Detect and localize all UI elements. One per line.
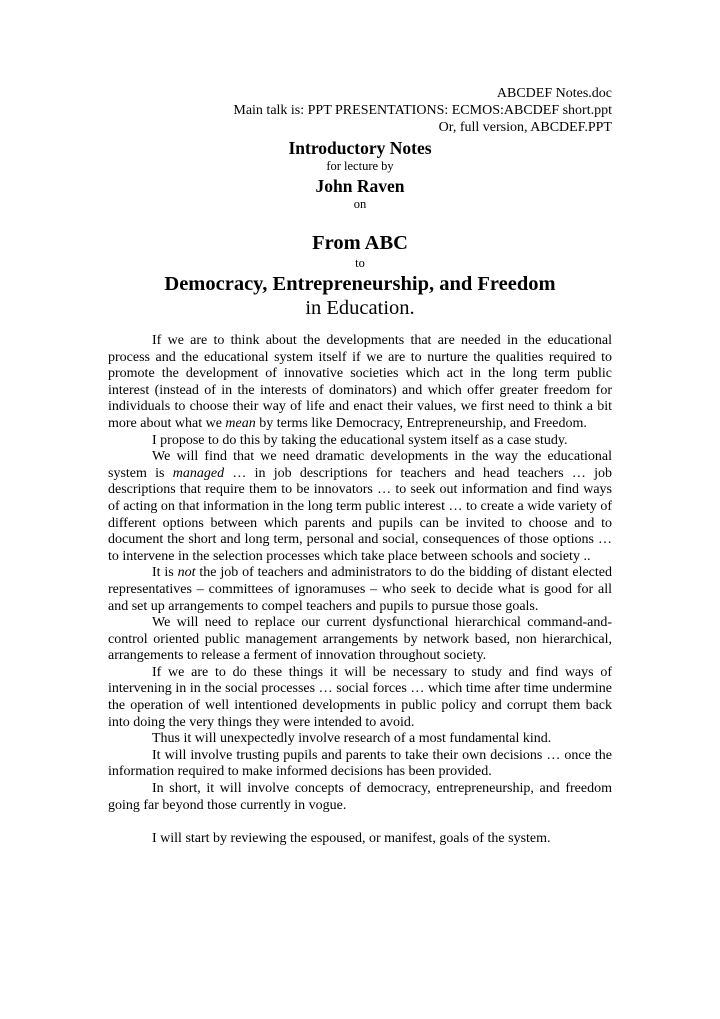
main-title-line3: in Education. [305,297,415,319]
paragraph-1-text-a: If we are to think about the developments that are needed in the educational process and the educational system itself if we are to nurture the qualities required to promote the development of innovative societies which act in the long term public interest (instead of in the interests of dominators) and which offer greater freedom for individuals to choose their way of life and enact their values, we first need to think a bit more about what we [108,333,612,431]
header-main-talk: Main talk is: PPT PRESENTATIONS: ECMOS:ABCDEF short.ppt [233,103,612,118]
main-title-line1: From ABC [312,232,408,254]
paragraph-3-emphasis: managed [172,465,225,481]
paragraph-4-text-b: the job of teachers and administrators to do the bidding of distant elected representatives – committees of ignoramuses – who seek to decide what is good for all and set up arrangements to compel teachers and pupils to pursue those goals. [108,565,612,614]
paragraph-1 [108,333,612,433]
intro-title: Introductory Notes [288,138,432,158]
paragraph-9: In short, it will involve concepts of democracy, entrepreneurship, and freedom going far beyond those currently in vogue. [108,781,612,813]
to-label: to [355,256,365,270]
for-lecture-label: for lecture by [326,159,394,173]
paragraph-7: Thus it will unexpectedly involve research of a most fundamental kind. [152,731,552,747]
header-full-version: Or, full version, ABCDEF.PPT [438,120,612,135]
paragraph-4-emphasis: not [177,565,196,581]
paragraph-8: It will involve trusting pupils and parents to take their own decisions … once the information required to make informed decisions has been provided. [108,747,612,780]
paragraph-3 [108,449,612,565]
paragraph-5: We will need to replace our current dysfunctional hierarchical command-and-control oriented public management arrangements by network based, non hierarchical, arrangements to release a ferment of innovation throughout society. [108,615,612,664]
author-name: John Raven [315,176,405,196]
paragraph-2: I propose to do this by taking the educational system itself as a case study. [152,432,568,448]
paragraph-1-text-b: by terms like Democracy, Entrepreneurship, and Freedom. [255,415,587,431]
on-label: on [353,197,367,211]
main-title-line2: Democracy, Entrepreneurship, and Freedom [164,273,556,295]
paragraph-4-text-a: It is [152,565,178,581]
paragraph-4 [108,565,612,615]
paragraph-10: I will start by reviewing the espoused, or manifest, goals of the system. [152,830,551,846]
paragraph-6: If we are to do these things it will be necessary to study and find ways of intervening in in the social processes … social forces … which time after time undermine the operation of well intentioned developments in public policy and corrupt them back into doing the very things they were intended to avoid. [108,664,612,730]
header-filename: ABCDEF Notes.doc [496,86,612,101]
paragraph-3-text-a: We will find that we need dramatic developments in the way the educational system is [108,449,612,481]
paragraph-1-emphasis: mean [225,415,256,431]
body-text [108,333,612,847]
paragraph-3-text-b: … in job descriptions for teachers and head teachers … job descriptions that require them to be innovators … to seek out information and find ways of acting on that information in the long term public interest … to create a wide variety of different options between which parents and pupils can be invited to choose and to document the short and long term, personal and social, consequences of those options … to intervene in the selection processes which take place between schools and society .. [108,465,612,564]
